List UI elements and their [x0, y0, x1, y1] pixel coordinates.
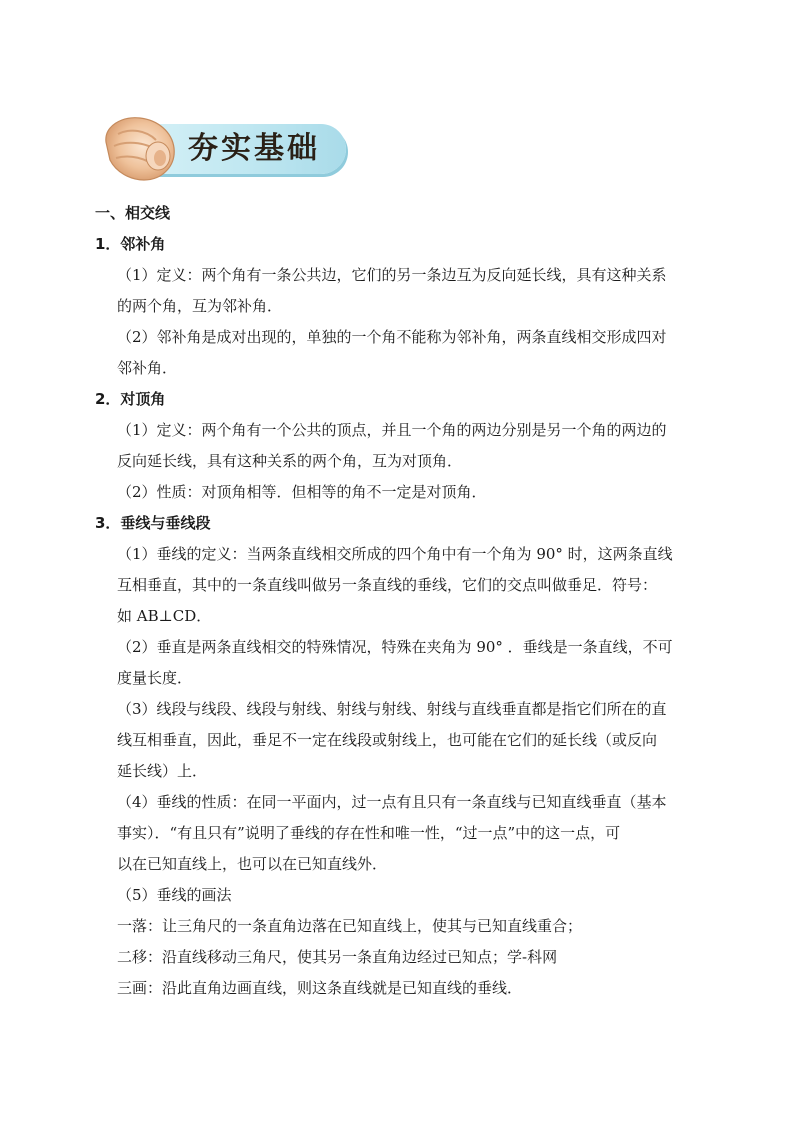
section-heading: 一、相交线: [95, 204, 171, 222]
text-line: （5）垂线的画法: [117, 886, 232, 904]
text-line: 的两个角，互为邻补角．: [117, 297, 283, 315]
text-line: 事实）．“有且只有”说明了垂线的存在性和唯一性，“过一点”中的这一点，可: [117, 824, 621, 842]
text-line: （1）定义：两个角有一个公共的顶点，并且一个角的两边分别是另一个角的两边的: [117, 421, 667, 439]
section-heading: 1．邻补角: [95, 235, 166, 253]
text-line: 延长线）上．: [117, 762, 208, 780]
section-banner: [100, 112, 352, 184]
banner-title: 夯实基础: [188, 131, 320, 166]
text-line: （2）垂直是两条直线相交的特殊情况，特殊在夹角为 90° ．垂线是一条直线，不可: [117, 638, 673, 656]
text-line: （2）邻补角是成对出现的，单独的一个角不能称为邻补角，两条直线相交形成四对: [117, 328, 667, 346]
section-heading: 3．垂线与垂线段: [95, 514, 211, 532]
seashell-icon: [100, 112, 182, 184]
text-line: 以在已知直线上，也可以在已知直线外．: [117, 855, 388, 873]
text-line: 如 AB⊥CD．: [117, 607, 212, 625]
section-heading: 2．对顶角: [95, 390, 166, 408]
text-line: 邻补角．: [117, 359, 178, 377]
text-line: （3）线段与线段、线段与射线、射线与射线、射线与直线垂直都是指它们所在的直: [117, 700, 667, 718]
text-line: 三画：沿此直角边画直线，则这条直线就是已知直线的垂线．: [117, 979, 523, 997]
text-line: （2）性质：对顶角相等．但相等的角不一定是对顶角．: [117, 483, 487, 501]
text-line: 反向延长线，具有这种关系的两个角，互为对顶角．: [117, 452, 463, 470]
text-line: 二移：沿直线移动三角尺，使其另一条直角边经过已知点；学-科网: [117, 948, 558, 966]
text-line: 一落：让三角尺的一条直角边落在已知直线上，使其与已知直线重合；: [117, 917, 583, 935]
document-body: [95, 198, 705, 1004]
text-line: （4）垂线的性质：在同一平面内，过一点有且只有一条直线与已知直线垂直（基本: [117, 793, 667, 811]
text-line: （1）垂线的定义：当两条直线相交所成的四个角中有一个角为 90° 时，这两条直线: [117, 545, 673, 563]
text-line: 线互相垂直，因此，垂足不一定在线段或射线上，也可能在它们的延长线（或反向: [117, 731, 658, 749]
text-line: （1）定义：两个角有一条公共边，它们的另一条边互为反向延长线，具有这种关系: [117, 266, 667, 284]
text-line: 度量长度．: [117, 669, 193, 687]
text-line: 互相垂直，其中的一条直线叫做另一条直线的垂线，它们的交点叫做垂足．符号：: [117, 576, 658, 594]
